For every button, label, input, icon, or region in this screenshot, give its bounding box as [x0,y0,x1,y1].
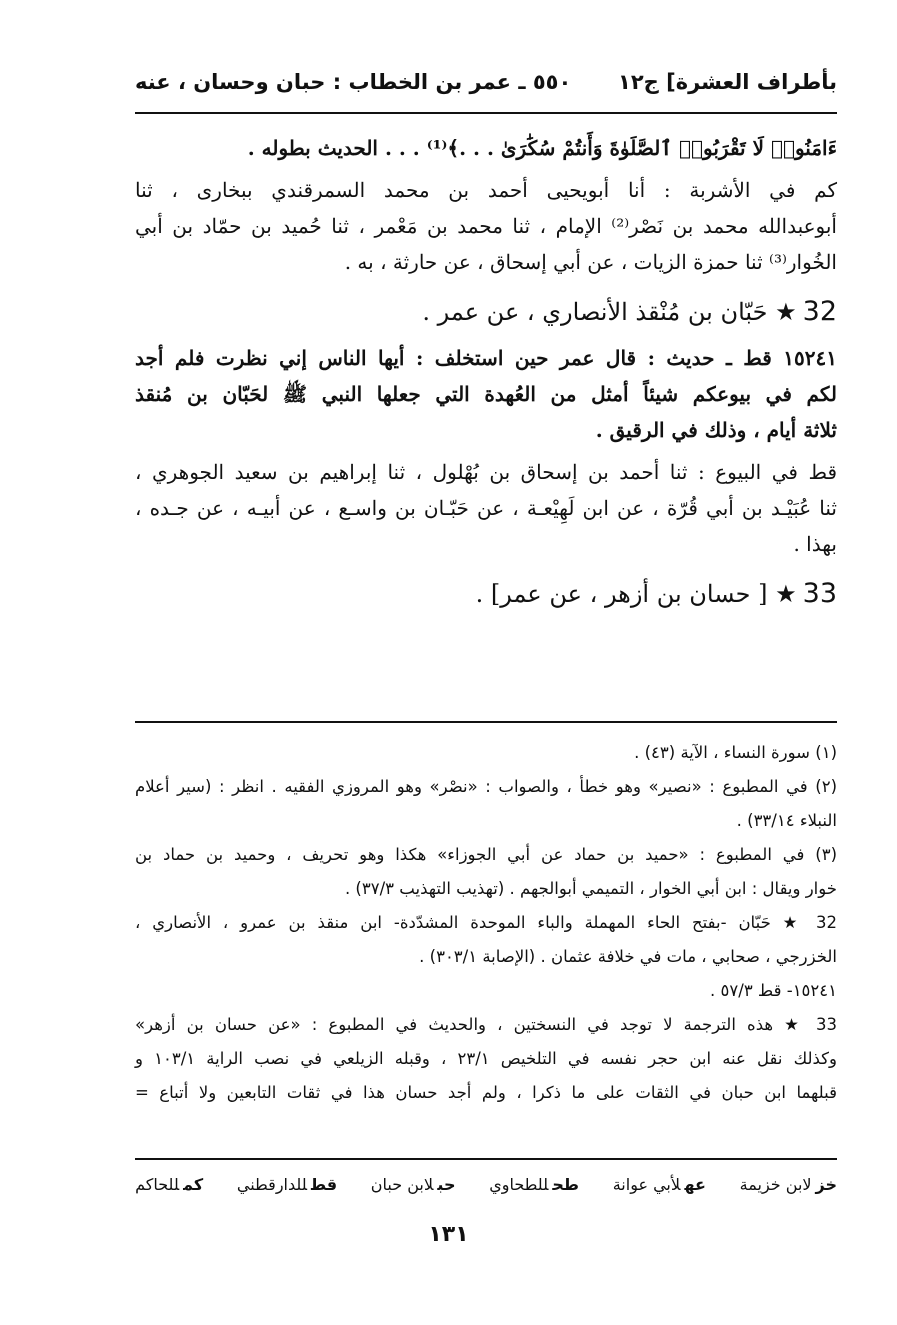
entry-number: 32 [802,296,837,327]
isnad-line: بهذا . [793,532,837,556]
hadith-line: ١٥٢٤١ قط ـ حديث : قال عمر حين استخلف : أيها الناس إني نظرت فلم أجد [135,346,837,370]
legend-item: كمللحاكم [135,1174,204,1194]
page-number: ١٣١ [428,1222,469,1247]
entry-title-33 [135,566,837,622]
footnotes [135,736,837,1110]
entry-title-32 [135,284,837,340]
isnad-line: أبوعبدالله محمد بن نَصْر⁽²⁾ الإمام ، ثنا محمد بن مَعْمر ، ثنا حُميد بن حمّاد بن أبي [135,214,837,238]
header-volume: بأطراف العشرة] ج١٢ [618,70,837,94]
hadith-line: لكم في بيوعكم شيئاً أمثل من العُهدة التي جعلها النبي ﷺ لحَبّان بن مُنقذ [135,382,837,406]
footnote-line: النبلاء ٣٣/١٤) . [736,811,837,830]
footnote-line: خوار ويقال : ابن أبي الخوار ، التميمي أبوالجهم . (تهذيب التهذيب ٣٧/٣) . [344,879,837,898]
isnad-line: ثنا عُبَيْـد بن أبي قُرّة ، عن ابن لَهِيْعـة ، عن حَبّـان بن واسـع ، عن أبيـه ، عن جـده ، [135,496,837,520]
entry-name: حَبّان بن مُنْقذ الأنصاري ، عن عمر . [422,298,768,326]
legend-item: حبلابن حبان [370,1174,456,1194]
abbreviation-legend [135,1166,837,1202]
legend-item: قطللدارقطني [236,1174,338,1194]
hadith-line: ثلاثة أيام ، وذلك في الرقيق . [595,418,837,442]
footnote-rule [135,721,837,723]
footnote-line: 33 ★ هذه الترجمة لا توجد في النسختين ، والحديث في المطبوع : «عن حسان بن أزهر» [135,1015,837,1034]
header-section: ٥٥٠ ـ عمر بن الخطاب : حبان وحسان ، عنه [135,70,572,94]
footnote-line: 32 ★ حَبّان -بفتح الحاء المهملة والباء الموحدة المشدّدة- ابن منقذ بن عمرو ، الأنصاري ، [135,913,837,932]
isnad-line: الخُوار⁽³⁾ ثنا حمزة الزيات ، عن أبي إسحاق ، عن حارثة ، به . [344,250,837,274]
footnote-line: (٣) في المطبوع : «حميد بن حماد عن أبي الجوزاء» هكذا وهو تحريف ، وحميد بن حماد بن [135,845,837,864]
entry-number: 33 [802,578,837,609]
main-text [135,130,837,622]
header-rule [135,112,837,114]
footnote-line: الخزرجي ، صحابي ، مات في خلافة عثمان . (الإصابة ٣٠٣/١) . [419,947,837,966]
legend-rule [135,1158,837,1160]
footnote-line: (١) سورة النساء ، الآية (٤٣) . [634,743,837,762]
footnote-line: قبلهما ابن حبان في الثقات على ما ذكرا ، ولم أجد حسان هذا في ثقات التابعين ولا أتباع = [135,1083,837,1102]
footnote-line: (٢) في المطبوع : «نصير» وهو خطأ ، والصواب : «نصْر» وهو المروزي الفقيه . انظر : (سير أعلام [135,777,837,796]
footnote-line: ١٥٢٤١- قط ٥٧/٣ . [710,981,837,1000]
entry-name: [ حسان بن أزهر ، عن عمر] . [475,580,768,608]
running-header [135,62,837,102]
star-icon: ★ [775,580,797,608]
legend-item: عهلأبي عوانة [612,1174,706,1194]
isnad-line: كم في الأشربة : أنا أبويحيى أحمد بن محمد السمرقندي ببخارى ، ثنا [135,178,837,202]
isnad-line: قط في البيوع : ثنا أحمد بن إسحاق بن بُهْلول ، ثنا إبراهيم بن سعيد الجوهري ، [135,460,837,484]
legend-item: خزلابن خزيمة [739,1174,837,1194]
legend-item: طحللطحاوي [489,1174,579,1194]
star-icon: ★ [775,298,797,326]
verse-line: ءَامَنُوا۟ لَا تَقْرَبُوا۟ ٱلصَّلَوٰةَ وَأَنتُمْ سُكَٰرَىٰ . . .﴾⁽¹⁾ . . . الحديث بطوله . [247,136,837,160]
footnote-line: وكذلك نقل عنه ابن حجر نفسه في التلخيص ٢٣/١ ، وقبله الزيلعي في نصب الراية ١٠٣/١ و [135,1049,837,1068]
